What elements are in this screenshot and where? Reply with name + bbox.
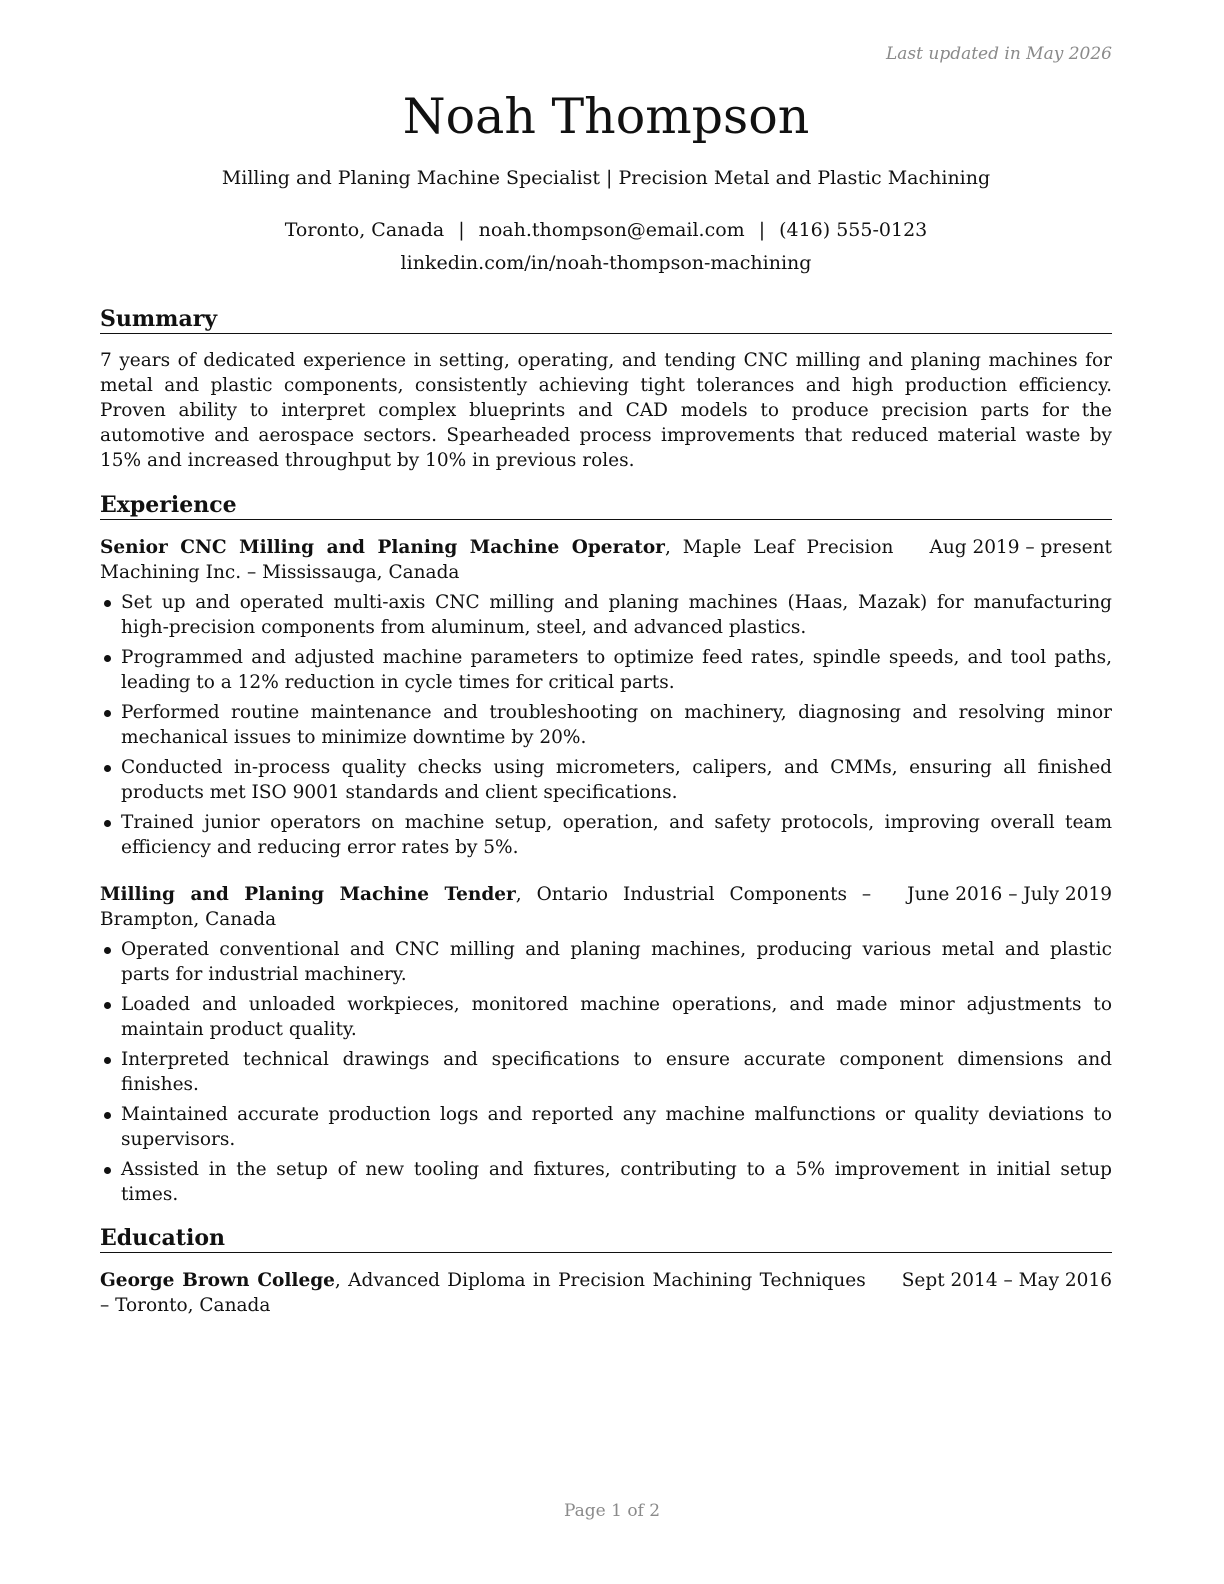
education-dates: Sept 2014 – May 2016 (901, 1270, 1112, 1291)
summary-heading: Summary (100, 306, 1112, 334)
list-item: Conducted in-process quality checks using micrometers, calipers, and CMMs, ensuring all finished products met ISO 9001 standards and client specifications. (100, 755, 1112, 805)
job-bullets (100, 937, 1112, 1207)
education-section (100, 1225, 1112, 1318)
job-company: , Ontario Industrial Components – Brampton, Canada (100, 884, 872, 930)
tagline: Milling and Planing Machine Specialist | Precision Metal and Plastic Machining (221, 167, 991, 189)
candidate-name: Noah Thompson (402, 88, 810, 145)
job-bullets (100, 590, 1112, 860)
list-item: Maintained accurate production logs and reported any machine malfunctions or quality deviations to supervisors. (100, 1102, 1112, 1152)
contact-line (100, 218, 1112, 242)
list-item: Assisted in the setup of new tooling and fixtures, contributing to a 5% improvement in initial setup times. (100, 1157, 1112, 1207)
job-header (100, 882, 1112, 932)
contact-separator: | (758, 219, 766, 241)
job-title-line (100, 882, 907, 932)
education-title-line (100, 1268, 902, 1318)
resume-page (100, 84, 1112, 1318)
list-item: Interpreted technical drawings and specifications to ensure accurate component dimensions and finishes. (100, 1047, 1112, 1097)
experience-heading: Experience (100, 492, 1112, 520)
education-heading: Education (100, 1225, 1112, 1253)
phone-number: (416) 555-0123 (779, 219, 928, 241)
list-item: Loaded and unloaded workpieces, monitored machine operations, and made minor adjustments to maintain product quality. (100, 992, 1112, 1042)
job-dates: Aug 2019 – present (929, 537, 1112, 558)
job-dates: June 2016 – July 2019 (907, 884, 1112, 905)
summary-text: 7 years of dedicated experience in setting, operating, and tending CNC milling and planing machines for metal and plastic components, consistently achieving tight tolerances and high production efficiency. Proven ability to interpret complex blueprints and CAD models to produce precision parts for the automotive and aerospace sectors. Spearheaded process improvements that reduced material waste by 15% and increased throughput by 10% in previous roles. (100, 350, 1112, 471)
job-title-line (100, 535, 929, 585)
education-entry (100, 1268, 1112, 1318)
job-role: Senior CNC Milling and Planing Machine Operator (100, 537, 665, 558)
list-item: Programmed and adjusted machine parameters to optimize feed rates, spindle speeds, and tool paths, leading to a 12% reduction in cycle times for critical parts. (100, 645, 1112, 695)
list-item: Trained junior operators on machine setup, operation, and safety protocols, improving overall team efficiency and reducing error rates by 5%. (100, 810, 1112, 860)
list-item: Performed routine maintenance and troubleshooting on machinery, diagnosing and resolving minor mechanical issues to minimize downtime by 20%. (100, 700, 1112, 750)
linkedin-link[interactable]: linkedin.com/in/noah-thompson-machining (400, 252, 812, 274)
job-entry (100, 882, 1112, 1207)
list-item: Set up and operated multi-axis CNC milling and planing machines (Haas, Mazak) for manufacturing high-precision components from aluminum, steel, and advanced plastics. (100, 590, 1112, 640)
experience-section (100, 492, 1112, 1207)
summary-section (100, 306, 1112, 473)
email-link[interactable]: noah.thompson@email.com (478, 219, 745, 241)
job-role: Milling and Planing Machine Tender (100, 884, 516, 905)
job-company: , Maple Leaf Precision Machining Inc. – Mississauga, Canada (100, 537, 894, 583)
job-header (100, 535, 1112, 585)
degree-details: , Advanced Diploma in Precision Machining Techniques – Toronto, Canada (100, 1270, 866, 1316)
job-entry (100, 535, 1112, 860)
school-name: George Brown College (100, 1270, 335, 1291)
last-updated-note: Last updated in May 2026 (885, 44, 1112, 64)
education-header (100, 1268, 1112, 1318)
location: Toronto, Canada (284, 219, 445, 241)
list-item: Operated conventional and CNC milling and planing machines, producing various metal and plastic parts for industrial machinery. (100, 937, 1112, 987)
contact-separator: | (458, 219, 465, 241)
page-number: Page 1 of 2 (563, 1501, 661, 1521)
